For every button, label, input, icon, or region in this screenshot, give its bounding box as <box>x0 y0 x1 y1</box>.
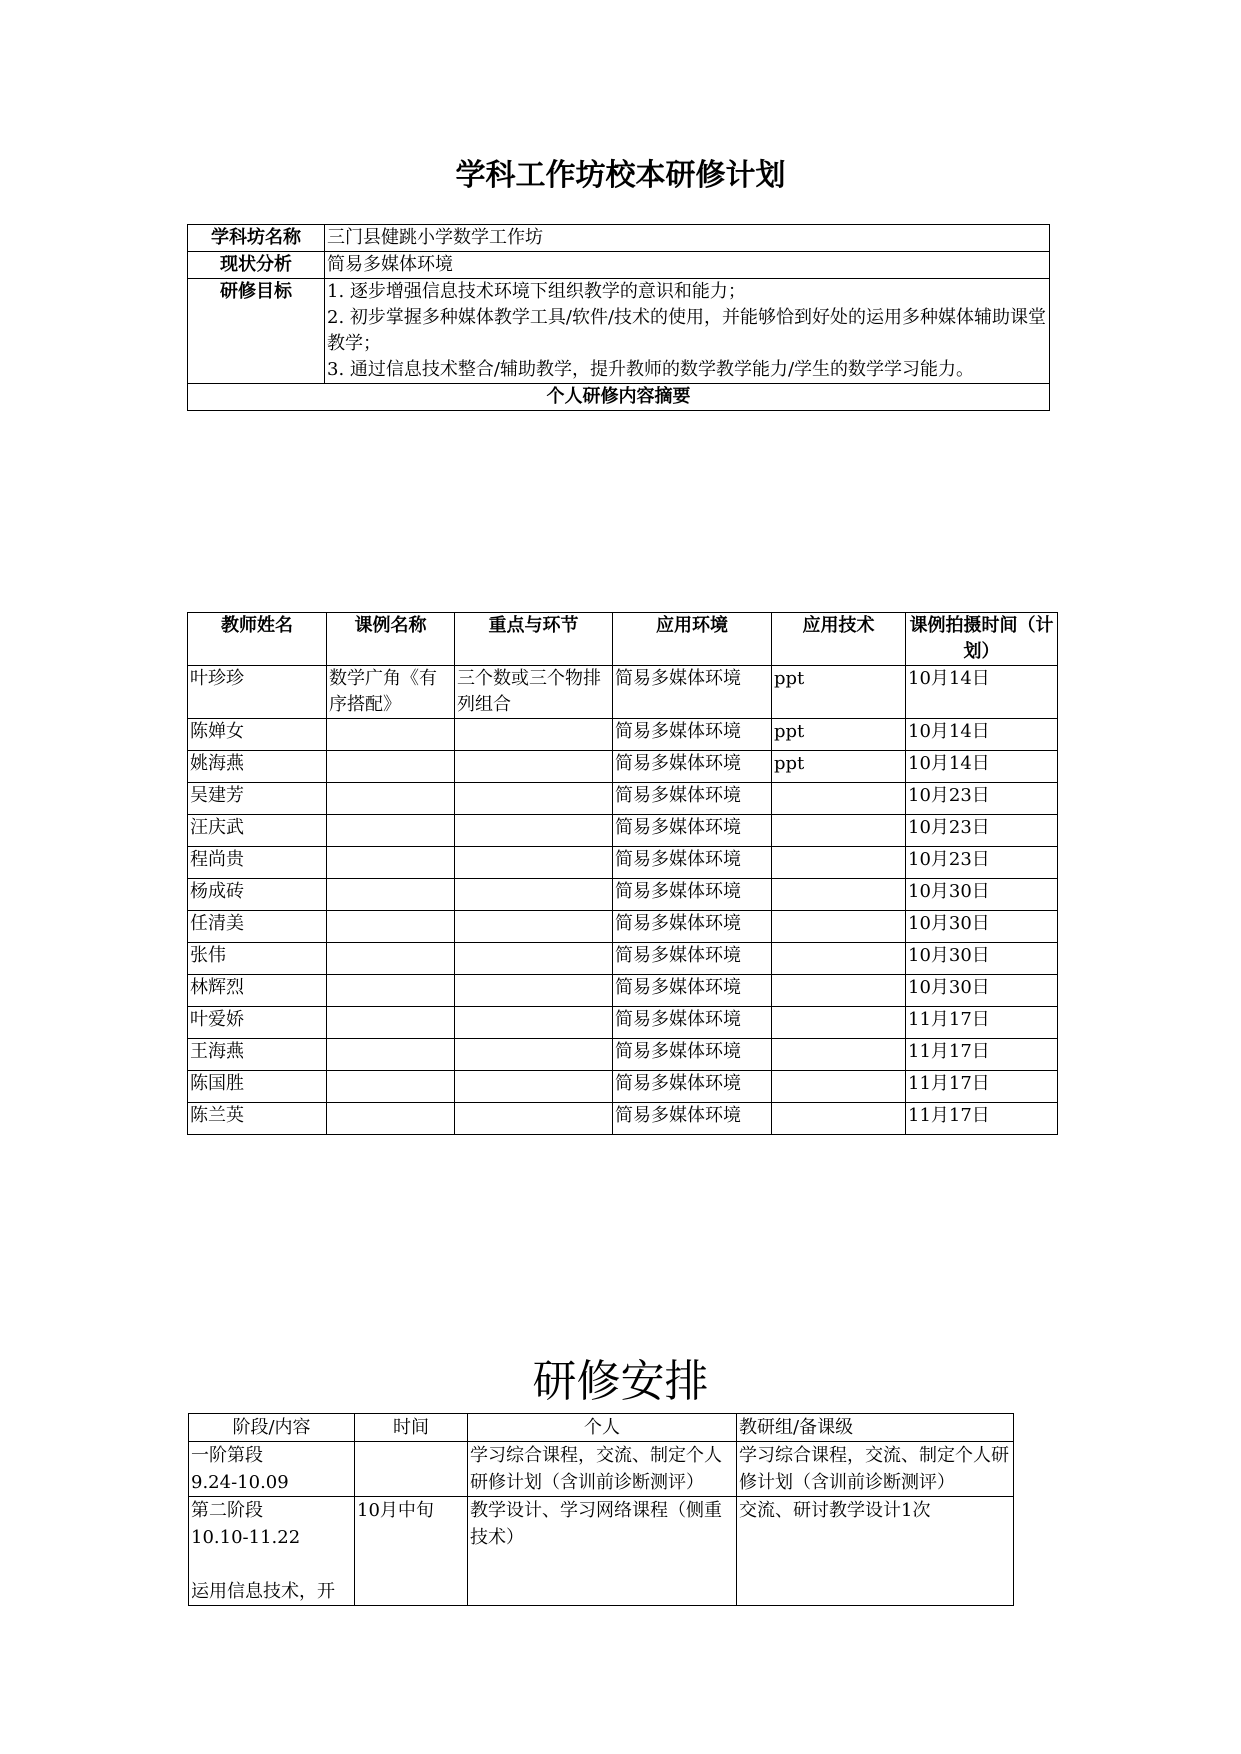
technology <box>772 1103 906 1135</box>
shoot-date: 11月17日 <box>906 1039 1058 1071</box>
lesson-name <box>327 1103 455 1135</box>
environment: 简易多媒体环境 <box>613 975 772 1007</box>
course-row <box>188 1103 1058 1135</box>
technology: ppt <box>772 751 906 783</box>
header-personal: 个人 <box>468 1414 737 1442</box>
teacher-name: 林辉烈 <box>188 975 327 1007</box>
shoot-date: 10月14日 <box>906 751 1058 783</box>
schedule-header-row <box>189 1414 1014 1442</box>
teacher-name: 张伟 <box>188 943 327 975</box>
lesson-name <box>327 975 455 1007</box>
environment: 简易多媒体环境 <box>613 911 772 943</box>
personal-cell: 教学设计、学习网络课程（侧重技术） <box>468 1497 737 1606</box>
technology <box>772 815 906 847</box>
personal-cell: 学习综合课程，交流、制定个人研修计划（含训前诊断测评） <box>468 1442 737 1497</box>
lesson-name <box>327 879 455 911</box>
header-focus: 重点与环节 <box>455 613 613 666</box>
goal-label: 研修目标 <box>188 279 325 384</box>
teacher-name: 姚海燕 <box>188 751 327 783</box>
goal-item: 1. 逐步增强信息技术环境下组织教学的意识和能力； <box>327 281 746 302</box>
environment: 简易多媒体环境 <box>613 1039 772 1071</box>
course-row <box>188 1071 1058 1103</box>
shoot-date: 10月14日 <box>906 666 1058 719</box>
teacher-name: 杨成砖 <box>188 879 327 911</box>
header-group: 教研组/备课级 <box>737 1414 1014 1442</box>
name-label: 学科坊名称 <box>188 225 325 252</box>
teacher-name: 叶珍珍 <box>188 666 327 719</box>
environment: 简易多媒体环境 <box>613 783 772 815</box>
summary-heading: 个人研修内容摘要 <box>188 384 1050 411</box>
time-cell: 10月中旬 <box>355 1497 468 1606</box>
course-row <box>188 719 1058 751</box>
shoot-date: 11月17日 <box>906 1007 1058 1039</box>
focus <box>455 943 613 975</box>
lesson-name <box>327 1039 455 1071</box>
schedule-title: 研修安排 <box>532 1356 709 1407</box>
header-environment: 应用环境 <box>613 613 772 666</box>
course-row <box>188 943 1058 975</box>
course-row <box>188 815 1058 847</box>
info-table <box>187 224 1050 411</box>
environment: 简易多媒体环境 <box>613 751 772 783</box>
technology <box>772 975 906 1007</box>
environment: 简易多媒体环境 <box>613 1103 772 1135</box>
stage-note: 运用信息技术，开 <box>191 1581 335 1602</box>
shoot-date: 11月17日 <box>906 1103 1058 1135</box>
shoot-date: 10月30日 <box>906 943 1058 975</box>
teacher-name: 王海燕 <box>188 1039 327 1071</box>
focus <box>455 751 613 783</box>
time-cell <box>355 1442 468 1497</box>
focus <box>455 815 613 847</box>
stage-name: 一阶第段 <box>191 1445 263 1466</box>
header-stage: 阶段/内容 <box>189 1414 355 1442</box>
course-row <box>188 1039 1058 1071</box>
technology <box>772 783 906 815</box>
environment: 简易多媒体环境 <box>613 1071 772 1103</box>
environment: 简易多媒体环境 <box>613 815 772 847</box>
course-row <box>188 975 1058 1007</box>
schedule-table <box>188 1413 1014 1606</box>
teacher-name: 陈婵女 <box>188 719 327 751</box>
technology <box>772 911 906 943</box>
technology <box>772 847 906 879</box>
technology <box>772 1007 906 1039</box>
goal-list <box>325 279 1050 384</box>
shoot-date: 10月23日 <box>906 783 1058 815</box>
header-shoot-date: 课例拍摄时间（计划） <box>906 613 1058 666</box>
teacher-name: 陈国胜 <box>188 1071 327 1103</box>
shoot-date: 10月14日 <box>906 719 1058 751</box>
stage-dates: 9.24-10.09 <box>191 1472 289 1493</box>
teacher-name: 叶爱娇 <box>188 1007 327 1039</box>
technology: ppt <box>772 719 906 751</box>
focus <box>455 847 613 879</box>
focus <box>455 975 613 1007</box>
lesson-name <box>327 751 455 783</box>
name-value: 三门县健跳小学数学工作坊 <box>325 225 1050 252</box>
environment: 简易多媒体环境 <box>613 847 772 879</box>
environment: 简易多媒体环境 <box>613 943 772 975</box>
stage-cell <box>189 1442 355 1497</box>
lesson-name <box>327 719 455 751</box>
focus <box>455 911 613 943</box>
lesson-name: 数学广角《有序搭配》 <box>327 666 455 719</box>
course-row <box>188 879 1058 911</box>
focus <box>455 879 613 911</box>
focus <box>455 1103 613 1135</box>
lesson-name <box>327 911 455 943</box>
shoot-date: 10月30日 <box>906 911 1058 943</box>
course-row <box>188 783 1058 815</box>
teacher-name: 吴建芳 <box>188 783 327 815</box>
lesson-name <box>327 815 455 847</box>
lesson-name <box>327 1007 455 1039</box>
focus <box>455 719 613 751</box>
group-cell: 学习综合课程，交流、制定个人研修计划（含训前诊断测评） <box>737 1442 1014 1497</box>
environment: 简易多媒体环境 <box>613 719 772 751</box>
stage-cell <box>189 1497 355 1606</box>
technology <box>772 879 906 911</box>
focus <box>455 1007 613 1039</box>
lesson-name <box>327 943 455 975</box>
course-row <box>188 751 1058 783</box>
lesson-name <box>327 1071 455 1103</box>
course-table <box>187 612 1058 1135</box>
lesson-name <box>327 847 455 879</box>
document-title: 学科工作坊校本研修计划 <box>455 158 786 193</box>
environment: 简易多媒体环境 <box>613 1007 772 1039</box>
header-technology: 应用技术 <box>772 613 906 666</box>
course-header-row <box>188 613 1058 666</box>
technology <box>772 943 906 975</box>
teacher-name: 程尚贵 <box>188 847 327 879</box>
environment: 简易多媒体环境 <box>613 666 772 719</box>
lesson-name <box>327 783 455 815</box>
course-row <box>188 847 1058 879</box>
focus <box>455 783 613 815</box>
goal-item: 3. 通过信息技术整合/辅助教学，提升教师的数学教学能力/学生的数学学习能力。 <box>327 359 975 380</box>
course-row <box>188 666 1058 719</box>
shoot-date: 10月30日 <box>906 879 1058 911</box>
teacher-name: 陈兰英 <box>188 1103 327 1135</box>
focus <box>455 1071 613 1103</box>
goal-item: 2. 初步掌握多种媒体教学工具/软件/技术的使用，并能够恰到好处的运用多种媒体辅助课堂教学； <box>327 307 1047 354</box>
course-row <box>188 1007 1058 1039</box>
teacher-name: 任清美 <box>188 911 327 943</box>
shoot-date: 10月23日 <box>906 847 1058 879</box>
technology <box>772 1071 906 1103</box>
technology: ppt <box>772 666 906 719</box>
environment: 简易多媒体环境 <box>613 879 772 911</box>
status-label: 现状分析 <box>188 252 325 279</box>
focus <box>455 1039 613 1071</box>
schedule-row <box>189 1497 1014 1606</box>
technology <box>772 1039 906 1071</box>
teacher-name: 汪庆武 <box>188 815 327 847</box>
shoot-date: 10月30日 <box>906 975 1058 1007</box>
stage-dates: 10.10-11.22 <box>191 1527 301 1548</box>
header-teacher: 教师姓名 <box>188 613 327 666</box>
group-cell: 交流、研讨教学设计1次 <box>737 1497 1014 1606</box>
status-value: 简易多媒体环境 <box>325 252 1050 279</box>
shoot-date: 10月23日 <box>906 815 1058 847</box>
header-lesson: 课例名称 <box>327 613 455 666</box>
shoot-date: 11月17日 <box>906 1071 1058 1103</box>
focus: 三个数或三个物排列组合 <box>455 666 613 719</box>
schedule-row <box>189 1442 1014 1497</box>
header-time: 时间 <box>355 1414 468 1442</box>
course-row <box>188 911 1058 943</box>
stage-name: 第二阶段 <box>191 1500 263 1521</box>
